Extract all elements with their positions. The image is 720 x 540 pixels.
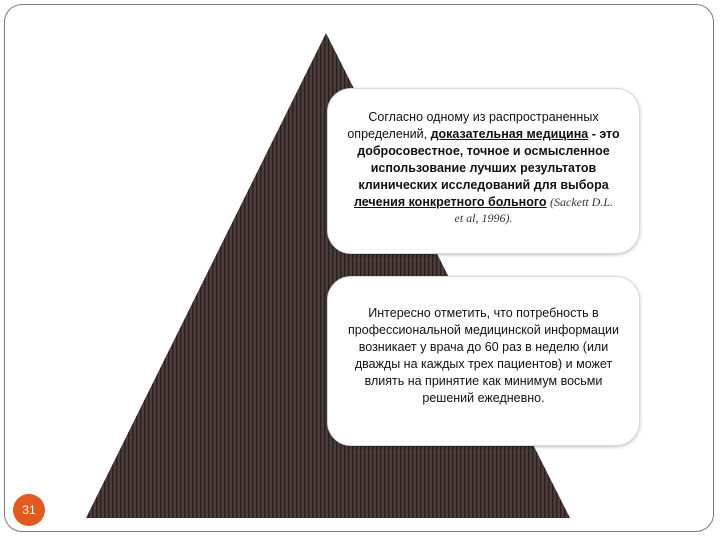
callout-line: добросовестное, точное и осмысленное (357, 144, 610, 158)
page-number-badge: 31 (13, 494, 45, 526)
definition-callout (327, 88, 640, 254)
info-callout (327, 276, 640, 446)
callout-line: профессиональной медицинской информации (348, 323, 619, 337)
callout-line: клинических исследований для выбора (358, 178, 609, 192)
callout-line (338, 126, 629, 143)
callout-line (338, 194, 629, 211)
callout-term: доказательная медицина (430, 127, 589, 141)
citation: et al, 1996). (454, 211, 513, 225)
callout-line: дважды на каждых трех пациентов) и может (354, 357, 613, 371)
callout-text: определений, (347, 127, 428, 141)
citation: (Sackett D.L. (550, 195, 614, 209)
callout-line: возникает у врача до 60 раз в неделю (или (358, 340, 609, 354)
callout-line: влиять на принятие как минимум восьми (364, 374, 603, 388)
callout-line: использование лучших результатов (370, 161, 597, 175)
callout-line: Интересно отметить, что потребность в (368, 306, 599, 320)
callout-line: Согласно одному из распространенных (368, 110, 599, 124)
callout-line: решений ежедневно. (422, 391, 545, 405)
callout-text: - это (591, 127, 620, 141)
callout-term: лечения конкретного больного (353, 195, 547, 209)
